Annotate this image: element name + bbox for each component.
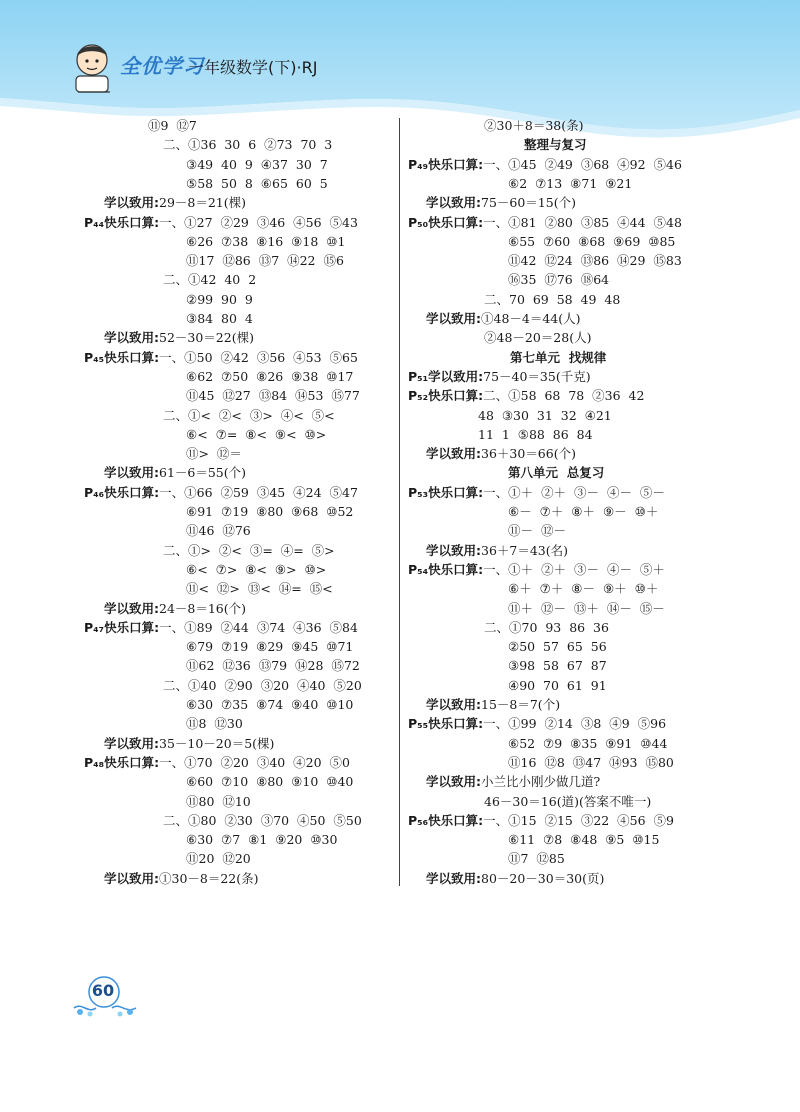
column-divider — [399, 118, 400, 886]
right-answer-line — [408, 155, 682, 175]
right-answer-line: ⑥＋ ⑦＋ ⑧－ ⑨＋ ⑩＋ — [508, 581, 659, 597]
right-answer-line: ⑥11 ⑦8 ⑧48 ⑨5 ⑩15 — [508, 832, 660, 848]
left-answer-line — [104, 869, 259, 889]
left-answer-line: ③49 40 9 ④37 30 7 — [186, 156, 328, 172]
answer-text: 一、①89 ②44 ③74 ④36 ⑤84 — [159, 619, 358, 635]
left-answer-line: 二、①> ②< ③= ④= ⑤> — [163, 542, 335, 558]
answer-text: 29－8＝21(棵) — [159, 195, 247, 211]
right-answer-line: ⑥52 ⑦9 ⑧35 ⑨91 ⑩44 — [508, 735, 668, 751]
section-label: 学以致用: — [104, 600, 159, 616]
page-number: 60 — [91, 981, 115, 1000]
right-answer-line: 整理与复习 — [524, 137, 587, 153]
left-answer-line: ⑥30 ⑦35 ⑧74 ⑨40 ⑩10 — [186, 697, 354, 712]
left-answer-line: 二、①36 30 6 ②73 70 3 — [163, 137, 333, 153]
section-label: P₄₅快乐口算: — [84, 349, 160, 365]
page-header — [0, 0, 800, 150]
section-label: P₄₆快乐口算: — [84, 484, 160, 500]
left-answer-line — [104, 328, 254, 348]
section-label: 学以致用: — [426, 446, 481, 462]
left-answer-line: ⑥< ⑦= ⑧< ⑨< ⑩> — [186, 426, 327, 442]
left-answer-line: ⑪80 ⑫10 — [186, 793, 251, 809]
left-answer-line: ⑥< ⑦> ⑧< ⑨> ⑩> — [186, 561, 327, 577]
section-label: P₄₇快乐口算: — [84, 619, 160, 635]
right-answer-line — [408, 367, 591, 387]
right-answer-line — [408, 560, 665, 580]
left-answer-line: ⑥26 ⑦38 ⑧16 ⑨18 ⑩1 — [186, 233, 346, 249]
student-mascot-icon — [64, 36, 120, 96]
section-label: P₄₈快乐口算: — [84, 754, 160, 770]
right-answer-line — [426, 541, 568, 561]
left-answer-line: ⑥60 ⑦10 ⑧80 ⑨10 ⑩40 — [186, 774, 354, 790]
left-answer-line: 二、①40 ②90 ③20 ④40 ⑤20 — [163, 677, 362, 693]
right-answer-line — [426, 193, 576, 213]
answer-text: 75－40＝35(千克) — [483, 368, 591, 384]
answer-text: 一、①81 ②80 ③85 ④44 ⑤48 — [483, 214, 682, 230]
right-answer-line — [408, 483, 665, 503]
section-label: 学以致用: — [426, 870, 481, 886]
answer-text: 一、①99 ②14 ③8 ④9 ⑤96 — [483, 716, 667, 732]
right-answer-line: ③98 58 67 87 — [508, 658, 607, 674]
answer-text: 75－60＝15(个) — [481, 195, 576, 211]
left-answer-line — [104, 734, 274, 754]
right-answer-line — [426, 695, 560, 715]
left-answer-line — [104, 599, 246, 619]
book-title: 一年级数学(下)·RJ — [188, 58, 318, 77]
right-answer-line: 46－30＝16(道)(答案不唯一) — [484, 793, 652, 809]
right-answer-line: ⑯35 ⑰76 ⑱64 — [508, 272, 610, 288]
right-answer-line: 48 ③30 31 32 ④21 — [478, 407, 612, 423]
right-answer-line: ⑪42 ⑫24 ⑬86 ⑭29 ⑮83 — [508, 253, 682, 269]
section-label: 学以致用: — [104, 735, 159, 751]
left-answer-line: ③84 80 4 — [186, 311, 253, 326]
right-answer-line: 第七单元 找规律 — [510, 349, 607, 365]
answer-text: 61－6＝55(个) — [159, 465, 247, 481]
right-answer-line: 11 1 ⑤88 86 84 — [478, 426, 593, 442]
answer-text: 小兰比小刚少做几道? — [481, 774, 601, 790]
right-answer-line: ②30＋8＝38(条) — [484, 118, 584, 133]
answer-text: 24－8＝16(个) — [159, 600, 247, 616]
left-answer-line: ⑪> ⑫＝ — [186, 446, 242, 462]
right-answer-line: ⑪7 ⑫85 — [508, 851, 565, 867]
right-answer-line: ⑪＋ ⑫－ ⑬＋ ⑭－ ⑮－ — [508, 600, 665, 616]
left-answer-line: ⑪8 ⑫30 — [186, 716, 243, 732]
section-label: P₄₄快乐口算: — [84, 214, 160, 230]
left-answer-line: ⑪< ⑫> ⑬< ⑭= ⑮< — [186, 581, 333, 597]
left-answer-line: ⑥30 ⑦7 ⑧1 ⑨20 ⑩30 — [186, 832, 338, 848]
right-answer-line: ②48－20＝28(人) — [484, 330, 592, 346]
answer-text: 15－8＝7(个) — [481, 697, 561, 712]
left-answer-line — [84, 618, 358, 638]
left-answer-line: ⑤58 50 8 ⑥65 60 5 — [186, 175, 328, 191]
right-answer-line — [426, 309, 581, 329]
right-answer-line: 二、70 69 58 49 48 — [484, 291, 621, 307]
right-answer-line: ⑪－ ⑫－ — [508, 523, 566, 539]
left-answer-line — [84, 348, 358, 368]
answer-text: 36＋7＝43(名) — [481, 542, 569, 558]
section-label: P₅₀快乐口算: — [408, 214, 484, 230]
section-label: 学以致用: — [426, 774, 481, 790]
left-answer-line: ②99 90 9 — [186, 291, 253, 307]
right-answer-line — [408, 386, 644, 406]
left-answer-line: ⑪62 ⑫36 ⑬79 ⑭28 ⑮72 — [186, 658, 360, 674]
right-answer-line — [426, 772, 600, 792]
right-answer-line: ⑥2 ⑦13 ⑧71 ⑨21 — [508, 175, 633, 191]
right-answer-line: ⑥55 ⑦60 ⑧68 ⑨69 ⑩85 — [508, 233, 676, 249]
section-label: P₅₁学以致用: — [408, 368, 484, 384]
right-answer-line — [426, 869, 604, 889]
answer-text: 一、①50 ②42 ③56 ④53 ⑤65 — [159, 349, 358, 365]
answer-text: 36＋30＝66(个) — [481, 446, 576, 462]
left-answer-line: ⑥91 ⑦19 ⑧80 ⑨68 ⑩52 — [186, 504, 354, 519]
answer-text: 一、①70 ②20 ③40 ④20 ⑤0 — [159, 754, 350, 770]
left-answer-line: ⑪17 ⑫86 ⑬7 ⑭22 ⑮6 — [186, 253, 344, 269]
section-label: P₄₉快乐口算: — [408, 156, 484, 172]
section-label: 学以致用: — [104, 870, 159, 886]
answer-text: ①30－8＝22(条) — [159, 870, 259, 886]
section-label: 学以致用: — [426, 195, 481, 211]
right-answer-line: 第八单元 总复习 — [508, 465, 605, 481]
section-label: 学以致用: — [426, 311, 481, 326]
answer-text: 35－10－20＝5(棵) — [159, 735, 275, 751]
section-label: 学以致用: — [426, 542, 481, 558]
left-answer-line: ⑥79 ⑦19 ⑧29 ⑨45 ⑩71 — [186, 639, 354, 655]
section-label: P₅₄快乐口算: — [408, 561, 484, 577]
left-answer-line: 二、①80 ②30 ③70 ④50 ⑤50 — [163, 812, 362, 828]
left-answer-line: ⑪9 ⑫7 — [148, 118, 197, 133]
answer-text: ①48－4＝44(人) — [481, 311, 581, 326]
answer-text: 一、①＋ ②＋ ③－ ④－ ⑤－ — [483, 484, 665, 500]
right-answer-line: ⑥－ ⑦＋ ⑧＋ ⑨－ ⑩＋ — [508, 504, 659, 519]
section-label: 学以致用: — [426, 697, 481, 712]
section-label: 学以致用: — [104, 330, 159, 346]
left-answer-line — [84, 213, 358, 233]
answer-text: 一、①45 ②49 ③68 ④92 ⑤46 — [483, 156, 682, 172]
section-label: P₅₆快乐口算: — [408, 812, 484, 828]
section-label: P₅₂快乐口算: — [408, 388, 484, 404]
left-answer-line: ⑪45 ⑫27 ⑬84 ⑭53 ⑮77 — [186, 388, 360, 404]
left-answer-line: ⑥62 ⑦50 ⑧26 ⑨38 ⑩17 — [186, 368, 354, 384]
left-answer-line — [104, 463, 246, 483]
right-answer-line: 二、①70 93 86 36 — [484, 619, 609, 635]
answer-text: 一、①27 ②29 ③46 ④56 ⑤43 — [159, 214, 358, 230]
answer-text: 一、①15 ②15 ③22 ④56 ⑤9 — [483, 812, 674, 828]
answer-text: 一、①66 ②59 ③45 ④24 ⑤47 — [159, 484, 358, 500]
left-answer-line — [84, 483, 358, 503]
answer-text: 80－20－30＝30(页) — [481, 870, 605, 886]
right-answer-line: ④90 70 61 91 — [508, 677, 607, 693]
left-answer-line: 二、①< ②< ③> ④< ⑤< — [163, 407, 335, 423]
left-answer-line: ⑪46 ⑫76 — [186, 523, 251, 539]
section-label: 学以致用: — [104, 195, 159, 211]
left-answer-line — [104, 193, 246, 213]
right-answer-line — [408, 811, 674, 831]
section-label: P₅₃快乐口算: — [408, 484, 484, 500]
right-answer-line — [426, 444, 576, 464]
left-answer-line: ⑪20 ⑫20 — [186, 851, 251, 867]
right-answer-line — [408, 213, 682, 233]
left-answer-line — [84, 753, 350, 773]
right-answer-line — [408, 714, 666, 734]
answer-text: 一、①＋ ②＋ ③－ ④－ ⑤＋ — [483, 561, 665, 577]
answer-text: 二、①58 68 78 ②36 42 — [483, 388, 645, 404]
section-label: 学以致用: — [104, 465, 159, 481]
right-answer-line: ②50 57 65 56 — [508, 639, 607, 655]
right-answer-line: ⑪16 ⑫8 ⑬47 ⑭93 ⑮80 — [508, 754, 674, 770]
answer-text: 52－30＝22(棵) — [159, 330, 254, 346]
left-answer-line: 二、①42 40 2 — [163, 272, 257, 288]
section-label: P₅₅快乐口算: — [408, 716, 484, 732]
brand-logo: 全优学习 — [120, 54, 204, 78]
